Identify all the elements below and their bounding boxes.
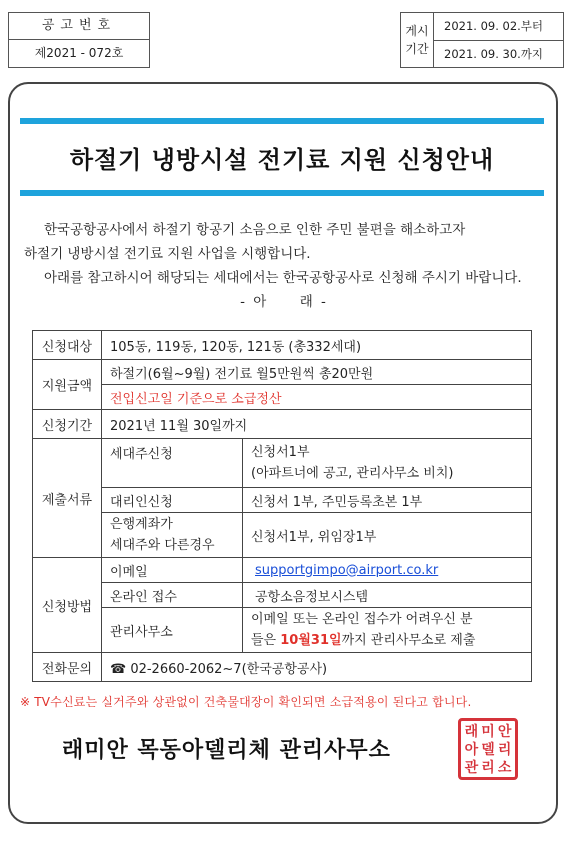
docs-type-2-line1: 은행계좌가 [110, 517, 173, 532]
seal-char: 래 [464, 724, 479, 740]
docs-type-2 [102, 513, 243, 558]
docs-value-0 [243, 439, 532, 488]
seal-char: 아 [464, 742, 479, 758]
method-value-2-post: 까지 관리사무소로 제출 [341, 633, 476, 648]
table-row-method-3 [33, 608, 532, 653]
notice-number: 제2021 - 072호 [34, 46, 124, 60]
method-type-1: 온라인 접수 [102, 583, 243, 608]
issuer-name: 래미안 목동아델리체 관리사무소 [62, 738, 391, 763]
intro-line3: 아래를 참고하시어 해당되는 세대에서는 한국공항공사로 신청해 주시기 바랍니다. [44, 270, 522, 286]
page-title: 하절기 냉방시설 전기료 지원 신청안내 [69, 146, 495, 174]
target-label: 신청대상 [33, 331, 102, 360]
posting-to: 2021. 09. 30.까지 [444, 46, 544, 61]
table-row-support [33, 360, 532, 385]
table-row-docs [33, 439, 532, 488]
docs-value-2: 신청서1부, 위임장1부 [243, 513, 532, 558]
target-value: 105동, 119동, 120동, 121동 (총332세대) [102, 331, 532, 360]
intro-line4: - 아 래 - [240, 294, 328, 310]
table-row-method-2 [33, 583, 532, 608]
support-value1: 하절기(6월~9월) 전기료 월5만원씩 총20만원 [102, 360, 532, 385]
docs-value-0-line1: 신청서1부 [251, 445, 310, 460]
posting-label-line2: 기간 [405, 42, 429, 56]
method-label: 신청방법 [33, 558, 102, 653]
title-bar-top [20, 118, 544, 124]
docs-type-1: 대리인신청 [102, 488, 243, 513]
support-value2: 전입신고일 기준으로 소급정산 [102, 385, 532, 410]
docs-type-0: 세대주신청 [102, 439, 243, 488]
docs-label: 제출서류 [33, 439, 102, 558]
seal-char: 관 [464, 760, 479, 776]
table-row-period [33, 410, 532, 439]
posting-label-line1: 게시 [405, 24, 429, 38]
support-label: 지원금액 [33, 360, 102, 410]
info-table [32, 330, 532, 682]
method-type-2: 관리사무소 [102, 608, 243, 653]
table-row-support-2 [33, 385, 532, 410]
period-label: 신청기간 [33, 410, 102, 439]
period-value: 2021년 11월 30일까지 [102, 410, 532, 439]
method-value-2 [243, 608, 532, 653]
table-row-phone [33, 653, 532, 682]
deadline-date: 10월31일 [280, 633, 342, 648]
seal-char: 리 [481, 760, 495, 776]
posting-period-box [400, 12, 564, 68]
table-row-docs-3 [33, 513, 532, 558]
warning-note: ※ TV수신료는 실거주와 상관없이 건축물대장이 확인되면 소급적용이 된다고 합니다. [20, 695, 472, 709]
method-value-0[interactable] [243, 558, 532, 583]
title-bar-bottom [20, 190, 544, 196]
notice-number-label: 공고번호 [9, 13, 149, 40]
email-link[interactable]: supportgimpo@airport.co.kr [255, 562, 439, 578]
method-value-2-line1: 이메일 또는 온라인 접수가 어려우신 분 [251, 612, 473, 627]
official-seal [458, 718, 518, 780]
table-row-method [33, 558, 532, 583]
docs-type-2-line2: 세대주와 다른경우 [110, 538, 215, 553]
table-row-target [33, 331, 532, 360]
seal-char: 소 [497, 760, 512, 776]
seal-char: 미 [481, 724, 495, 740]
phone-label: 전화문의 [33, 653, 102, 682]
phone-value: ☎ 02-2660-2062~7(한국공항공사) [102, 653, 532, 682]
seal-char: 리 [497, 742, 512, 758]
method-value-1: 공항소음정보시스템 [243, 583, 532, 608]
notice-number-box [8, 12, 150, 68]
seal-char: 안 [497, 724, 512, 740]
method-value-2-line2 [251, 630, 523, 651]
intro-line2: 하절기 냉방시설 전기료 지원 사업을 시행합니다. [24, 246, 311, 262]
intro-line1: 한국공항공사에서 하절기 항공기 소음으로 인한 주민 불편을 해소하고자 [44, 222, 466, 238]
docs-value-0-line2: (아파트너에 공고, 관리사무소 비치) [251, 466, 454, 481]
seal-char: 델 [481, 742, 495, 758]
posting-from: 2021. 09. 02.부터 [434, 13, 563, 41]
docs-value-1: 신청서 1부, 주민등록초본 1부 [243, 488, 532, 513]
posting-period-label [401, 13, 434, 67]
method-type-0: 이메일 [102, 558, 243, 583]
table-row-docs-2 [33, 488, 532, 513]
method-value-2-pre: 들은 [251, 633, 281, 648]
